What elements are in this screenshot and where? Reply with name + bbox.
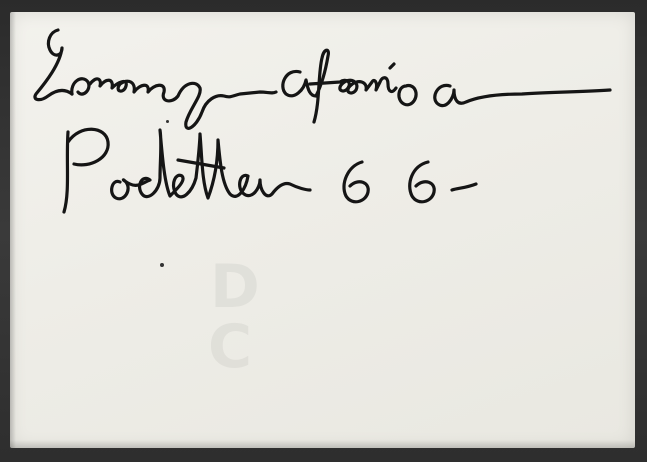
stroke-P [64, 129, 108, 212]
stroke-6b [410, 162, 435, 202]
stroke-o [399, 86, 416, 105]
handwriting-strokes [10, 12, 635, 448]
stroke-feeino [310, 50, 396, 122]
stroke-a [435, 85, 610, 105]
bleed-through-mark: D [210, 252, 260, 322]
stroke-L [35, 30, 72, 100]
stroke-orenza [72, 79, 276, 129]
stroke-dot-i [390, 64, 394, 68]
stroke-dash [452, 184, 476, 190]
photo-back-card [10, 12, 635, 448]
stroke-6a [344, 162, 368, 202]
bleed-through-mark: C [208, 312, 253, 382]
